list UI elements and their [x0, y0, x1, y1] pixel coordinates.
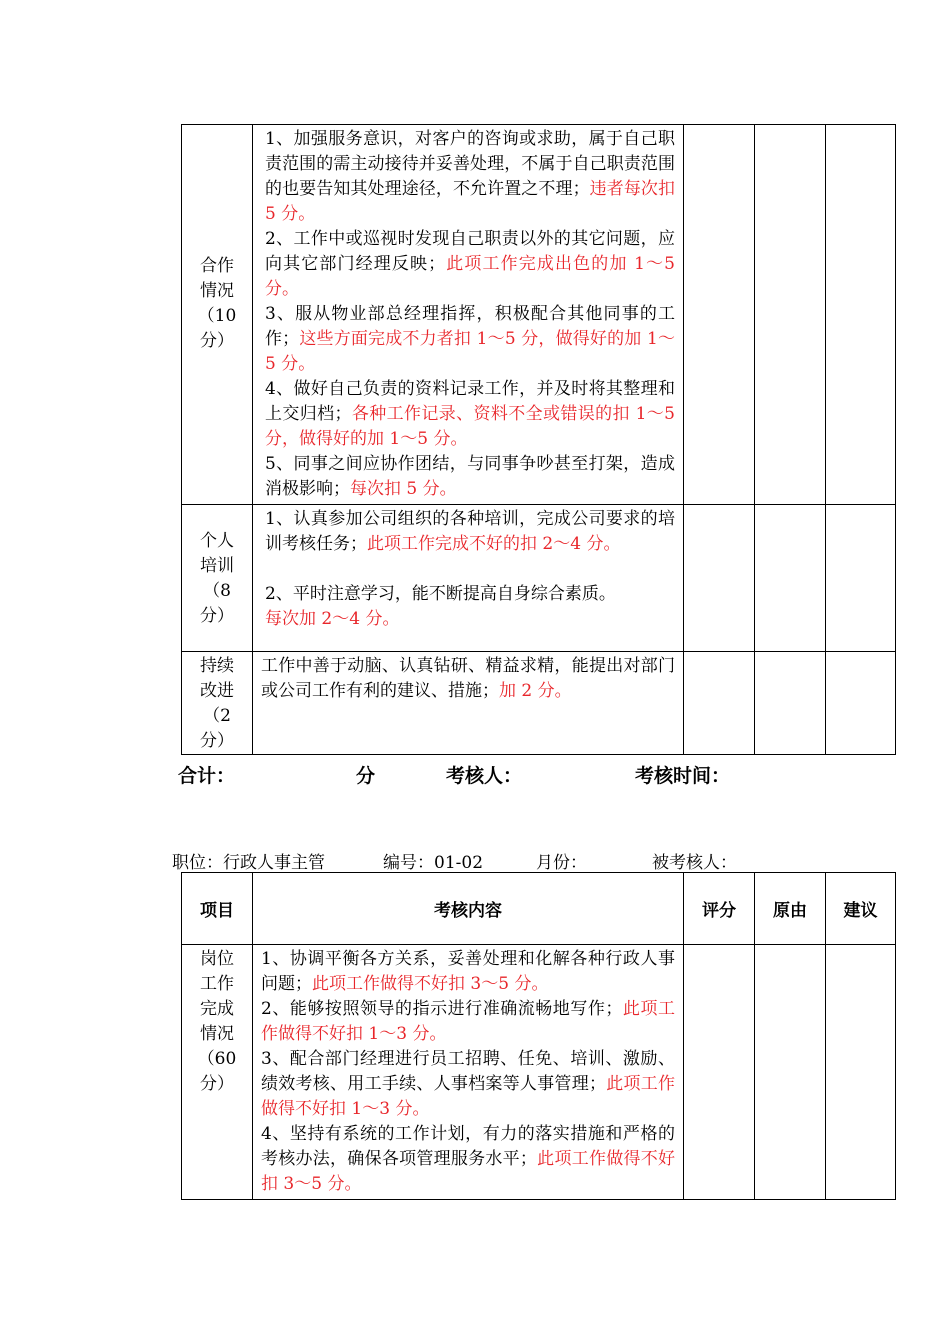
header-score: 评分: [684, 873, 755, 945]
item-label-line: （2: [203, 706, 231, 726]
table-row: [182, 652, 896, 755]
month-field: 月份：: [536, 853, 587, 873]
advice-cell[interactable]: [826, 125, 896, 505]
criterion-rule: 每次加 2～4 分。: [265, 609, 400, 629]
item-label-line: 岗位: [200, 949, 234, 969]
assessor-label: 考核人：: [446, 765, 523, 787]
criterion-rule: 这些方面完成不力者扣 1～5 分，做得好的加 1～5 分。: [265, 329, 676, 374]
criterion-text: 4、做好自己负责的资料记录工作，并及时将其整理和上交归档；: [265, 379, 675, 424]
table-header-row: [182, 873, 896, 945]
criterion-rule: 此项工作做得不好扣 3～5 分。: [312, 974, 549, 994]
advice-cell[interactable]: [826, 652, 896, 755]
total-unit: 分: [356, 765, 376, 787]
criterion-paragraph: [265, 127, 675, 227]
table-row: [182, 945, 896, 1200]
criterion-paragraph: [265, 302, 675, 377]
criterion-paragraph: [261, 997, 675, 1047]
table-row: [182, 125, 896, 505]
item-label-line: 分）: [200, 606, 234, 626]
header-advice: 建议: [826, 873, 896, 945]
reason-cell[interactable]: [755, 505, 826, 652]
assessment-time-label: 考核时间：: [635, 765, 731, 787]
position-field: 职位：行政人事主管: [172, 853, 325, 873]
criterion-text: 1、加强服务意识，对客户的咨询或求助，属于自己职责范围的需主动接待并妥善处理，不属于自己职责范围的也要告知其处理途径，不允许置之不理；: [265, 129, 675, 199]
criterion-text: 2、能够按照领导的指示进行准确流畅地写作；: [261, 999, 623, 1019]
content-cell: [253, 505, 684, 652]
item-label-line: 情况: [200, 281, 234, 301]
criterion-paragraph: [265, 227, 675, 302]
reason-cell[interactable]: [755, 652, 826, 755]
criterion-paragraph: [265, 582, 675, 632]
content-cell: [253, 125, 684, 505]
criterion-text: 3、服从物业部总经理指挥，积极配合其他同事的工作；: [265, 304, 675, 349]
reason-cell[interactable]: [755, 125, 826, 505]
item-label-line: 改进: [200, 681, 234, 701]
assessment-table-1: [181, 124, 896, 755]
score-cell[interactable]: [684, 505, 755, 652]
item-label-line: （60: [197, 1049, 237, 1069]
criterion-text: 1、协调平衡各方关系，妥善处理和化解各种行政人事问题；: [261, 949, 675, 994]
item-label-line: 情况: [200, 1024, 234, 1044]
criterion-paragraph: [261, 1047, 675, 1122]
total-label: 合计：: [178, 765, 236, 787]
header-content: 考核内容: [253, 873, 684, 945]
criterion-text: 工作中善于动脑、认真钻研、精益求精，能提出对部门或公司工作有利的建议、措施；: [261, 656, 675, 701]
criterion-text: 1、认真参加公司组织的各种培训，完成公司要求的培训考核任务；: [265, 509, 675, 554]
item-label-line: （8: [203, 581, 231, 601]
item-cell: [182, 505, 253, 652]
item-cell: [182, 945, 253, 1200]
assessment-table-2: [181, 872, 896, 1200]
content-cell: [253, 945, 684, 1200]
criterion-paragraph: [261, 1122, 675, 1197]
spacer: [265, 557, 675, 582]
criterion-rule: 此项工作做得不好扣 1～3 分。: [261, 999, 675, 1044]
criterion-rule: 此项工作完成出色的加 1～5 分。: [265, 254, 675, 299]
criterion-paragraph: [265, 452, 675, 502]
advice-cell[interactable]: [826, 505, 896, 652]
criterion-text: 4、坚持有系统的工作计划，有力的落实措施和严格的考核办法，确保各项管理服务水平；: [261, 1124, 675, 1169]
item-label-line: 工作: [200, 974, 234, 994]
advice-cell[interactable]: [826, 945, 896, 1200]
criterion-paragraph: [261, 654, 675, 704]
header-reason: 原由: [755, 873, 826, 945]
item-label-line: （10: [197, 306, 237, 326]
criterion-rule: 每次扣 5 分。: [350, 479, 457, 499]
reason-cell[interactable]: [755, 945, 826, 1200]
criterion-rule: 此项工作完成不好的扣 2～4 分。: [367, 534, 621, 554]
criterion-text: 3、配合部门经理进行员工招聘、任免、培训、激励、绩效考核、用工手续、人事档案等人事管理；: [261, 1049, 675, 1094]
item-label-line: 合作: [200, 256, 234, 276]
item-label-line: 分）: [200, 1074, 234, 1094]
assessee-field: 被考核人：: [652, 853, 737, 873]
table-row: [182, 505, 896, 652]
criterion-paragraph: [265, 507, 675, 557]
header-item: 项目: [182, 873, 253, 945]
criterion-text: 2、平时注意学习，能不断提高自身综合素质。: [265, 584, 616, 604]
item-label-line: 分）: [200, 731, 234, 751]
item-label-line: 持续: [200, 656, 234, 676]
item-cell: [182, 652, 253, 755]
criterion-text: 5、同事之间应协作团结，与同事争吵甚至打架，造成消极影响；: [265, 454, 675, 499]
score-cell[interactable]: [684, 125, 755, 505]
criterion-paragraph: [265, 377, 675, 452]
criterion-paragraph: [261, 947, 675, 997]
score-cell[interactable]: [684, 945, 755, 1200]
criterion-rule: 违者每次扣 5 分。: [265, 179, 676, 224]
criterion-rule: 各种工作记录、资料不全或错误的扣 1～5 分，做得好的加 1～5 分。: [265, 404, 675, 449]
criterion-rule: 此项工作做得不好扣 1～3 分。: [261, 1074, 676, 1119]
criterion-rule: 此项工作做得不好扣 3～5 分。: [261, 1149, 676, 1194]
score-cell[interactable]: [684, 652, 755, 755]
number-field: 编号：01-02: [383, 853, 484, 873]
item-cell: [182, 125, 253, 505]
item-label-line: 培训: [200, 556, 234, 576]
content-cell: [253, 652, 684, 755]
item-label-line: 分）: [200, 331, 234, 351]
criterion-rule: 加 2 分。: [499, 681, 572, 701]
item-label-line: 个人: [200, 531, 234, 551]
item-label-line: 完成: [200, 999, 234, 1019]
criterion-text: 2、工作中或巡视时发现自己职责以外的其它问题，应向其它部门经理反映；: [265, 229, 675, 274]
